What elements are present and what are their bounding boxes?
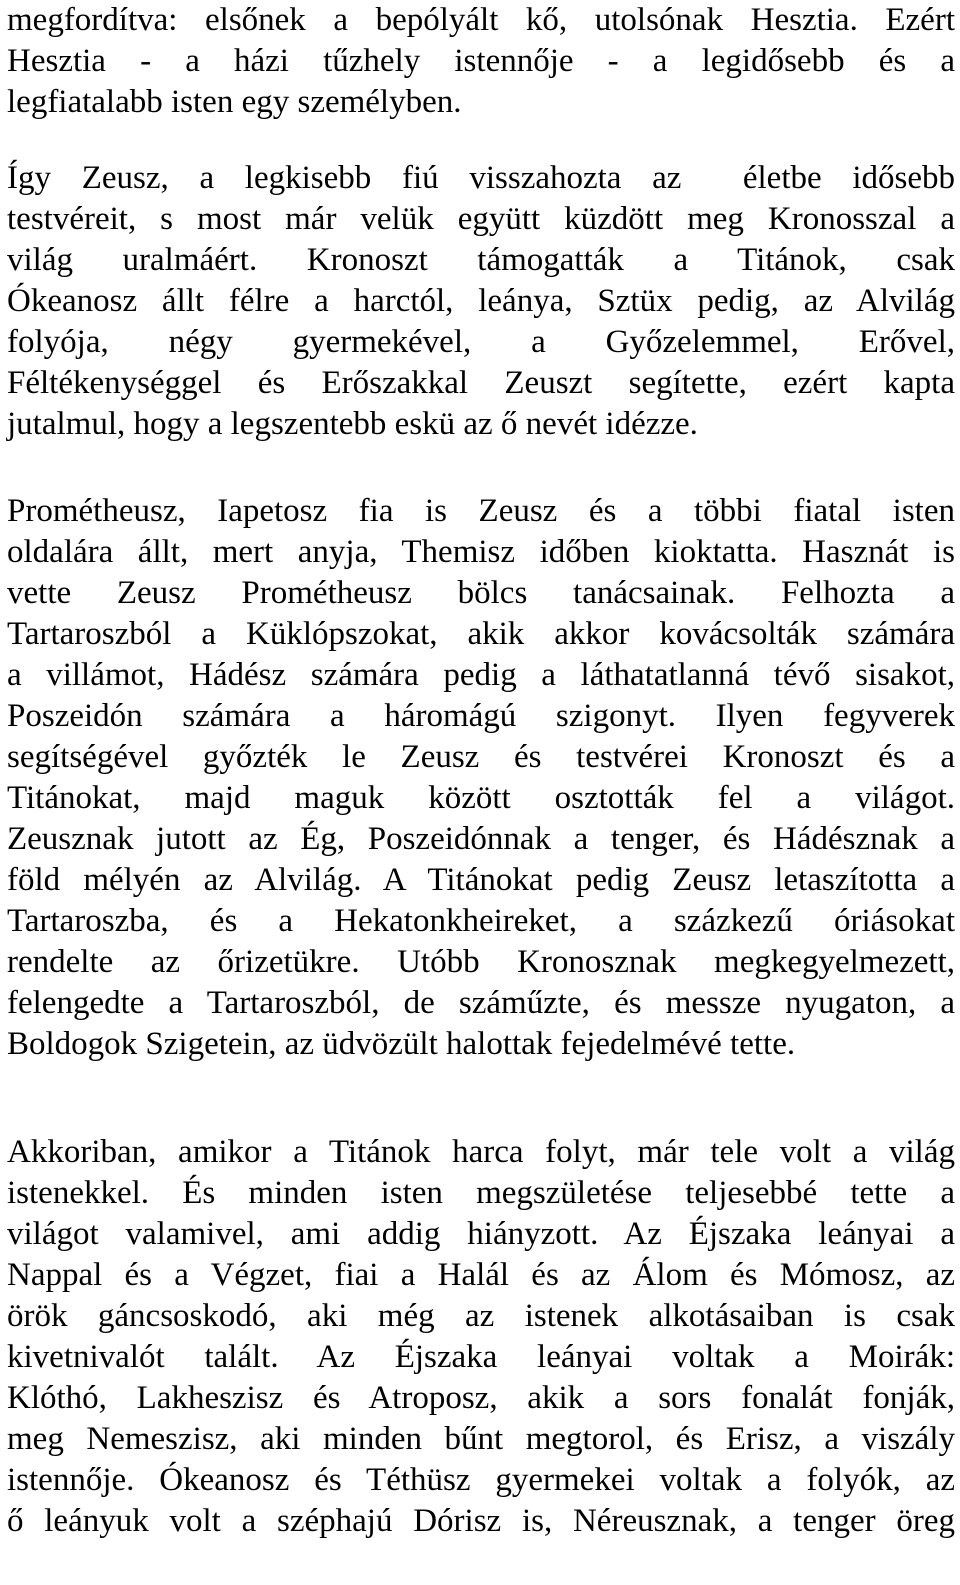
text-line: vette Zeusz Prométheusz bölcs tanácsainak. Felhozta a: [7, 575, 955, 611]
text-line: meg Nemeszisz, aki minden bűnt megtorol, és Erisz, a viszály: [7, 1421, 955, 1457]
text-line: folyója, négy gyermekével, a Győzelemmel, Erővel,: [7, 324, 955, 360]
text-line: Nappal és a Végzet, fiai a Halál és az Álom és Mómosz, az: [7, 1257, 955, 1293]
paragraph: [7, 491, 955, 1065]
text-line: föld mélyén az Alvilág. A Titánokat pedig Zeusz letaszította a: [7, 862, 955, 898]
paragraph: [7, 1132, 955, 1542]
text-line: Titánokat, majd maguk között osztották fel a világot.: [7, 780, 955, 816]
text-line: a villámot, Hádész számára pedig a láthatatlanná tévő sisakot,: [7, 657, 955, 693]
text-line: istenekkel. És minden isten megszületése teljesebbé tette a: [7, 1175, 955, 1211]
text-line: Így Zeusz, a legkisebb fiú visszahozta az életbe idősebb: [7, 160, 955, 196]
text-line: segítségével győzték le Zeusz és testvérei Kronoszt és a: [7, 739, 955, 775]
text-line: megfordítva: elsőnek a bepólyált kő, utolsónak Hesztia. Ezért: [7, 2, 955, 38]
text-line: világ uralmáért. Kronoszt támogatták a Titánok, csak: [7, 242, 955, 278]
text-line: jutalmul, hogy a legszentebb eskü az ő nevét idézze.: [7, 406, 698, 442]
paragraph: [7, 158, 955, 445]
text-line: rendelte az őrizetükre. Utóbb Kronosznak megkegyelmezett,: [7, 944, 955, 980]
text-line: Klóthó, Lakheszisz és Atroposz, akik a sors fonalát fonják,: [7, 1380, 955, 1416]
text-line: legfiatalabb isten egy személyben.: [7, 84, 462, 120]
text-line: Féltékenységgel és Erőszakkal Zeuszt segítette, ezért kapta: [7, 365, 955, 401]
text-line: Prométheusz, Iapetosz fia is Zeusz és a többi fiatal isten: [7, 493, 955, 529]
text-line: Akkoriban, amikor a Titánok harca folyt, már tele volt a világ: [7, 1134, 955, 1170]
text-line: Zeusznak jutott az Ég, Poszeidónnak a tenger, és Hádésznak a: [7, 821, 955, 857]
text-line: ő leányuk volt a széphajú Dórisz is, Néreusznak, a tenger öreg: [7, 1503, 955, 1539]
text-line: Tartaroszból a Küklópszokat, akik akkor kovácsolták számára: [7, 616, 955, 652]
text-line: kivetnivalót talált. Az Éjszaka leányai voltak a Moirák:: [7, 1339, 955, 1375]
text-line: Poszeidón számára a háromágú szigonyt. Ilyen fegyverek: [7, 698, 955, 734]
text-line: örök gáncsoskodó, aki még az istenek alkotásaiban is csak: [7, 1298, 955, 1334]
text-line: Boldogok Szigetein, az üdvözült halottak fejedelmévé tette.: [7, 1026, 796, 1062]
text-line: testvéreit, s most már velük együtt küzdött meg Kronosszal a: [7, 201, 955, 237]
text-line: oldalára állt, mert anyja, Themisz időben kioktatta. Hasznát is: [7, 534, 955, 570]
text-line: felengedte a Tartaroszból, de száműzte, és messze nyugaton, a: [7, 985, 955, 1021]
text-line: Tartaroszba, és a Hekatonkheireket, a százkezű óriásokat: [7, 903, 955, 939]
text-line: istennője. Ókeanosz és Téthüsz gyermekei voltak a folyók, az: [7, 1462, 955, 1498]
text-line: Hesztia - a házi tűzhely istennője - a legidősebb és a: [7, 43, 955, 79]
text-line: világot valamivel, ami addig hiányzott. Az Éjszaka leányai a: [7, 1216, 955, 1252]
paragraph: [7, 0, 955, 123]
text-line: Ókeanosz állt félre a harctól, leánya, Sztüx pedig, az Alvilág: [7, 283, 955, 319]
